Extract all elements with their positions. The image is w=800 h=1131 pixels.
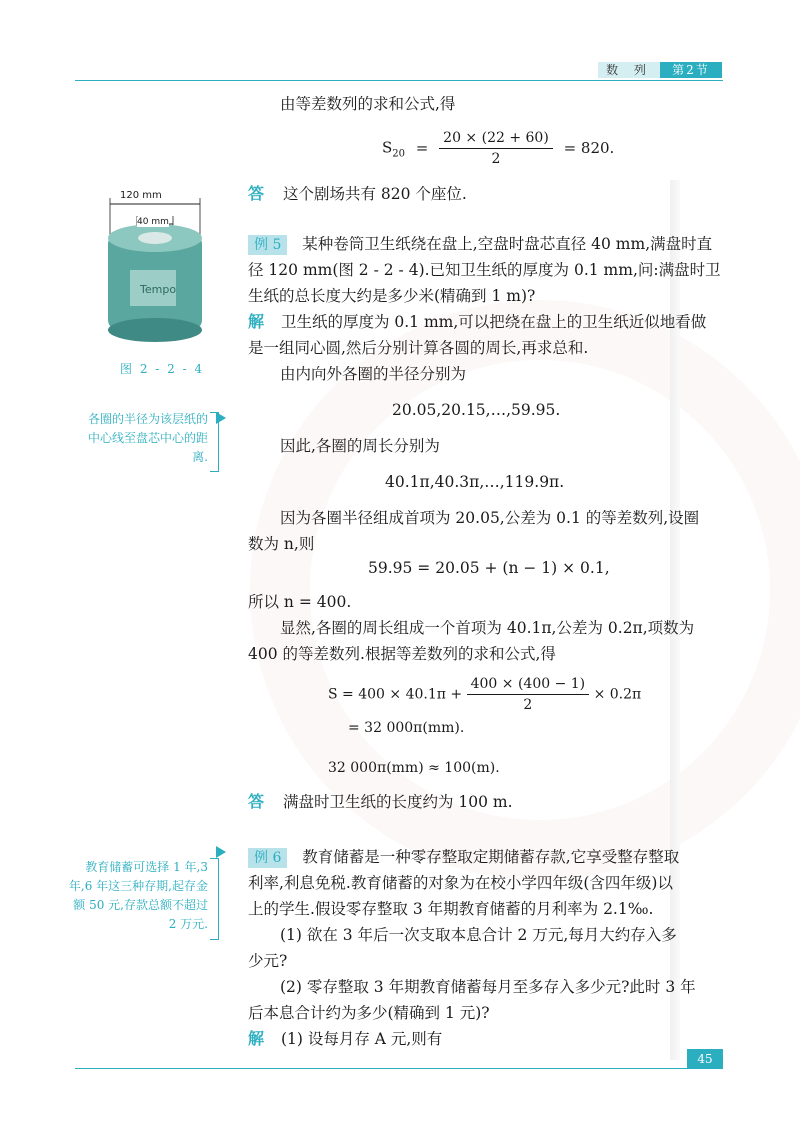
answer-1 — [248, 182, 467, 206]
formula-s-line2: = 32 000π(mm). — [348, 720, 465, 736]
solution-5-tag: 解 — [248, 312, 265, 331]
toilet-roll-figure — [100, 190, 210, 350]
formula-s-fraction — [467, 674, 590, 715]
solution-5-line-7: 数为 n,则 — [248, 535, 315, 553]
formula-sum-s — [328, 674, 641, 715]
example-5-line-1: 径 120 mm(图 2 - 2 - 4).已知卫生纸的厚度为 0.1 mm,问:满盘时卫 — [248, 261, 721, 279]
solution-5-line-3: 20.05,20.15,…,59.95. — [392, 401, 561, 419]
solution-5-line-11: 400 的等差数列.根据等差数列的求和公式,得 — [248, 645, 556, 663]
header-rule — [75, 80, 723, 81]
example-6-line-4: 少元? — [248, 952, 288, 970]
side-note-radius: 各圈的半径为该层纸的中心线至盘芯中心的距离. — [87, 412, 208, 464]
note-bracket-2 — [210, 858, 219, 940]
solution-5-line-8: 59.95 = 20.05 + (n − 1) × 0.1, — [368, 559, 610, 577]
example-5-line-2: 生纸的总长度大约是多少米(精确到 1 m)? — [248, 287, 536, 305]
figure-caption: 图 2 - 2 - 4 — [120, 362, 205, 376]
formula-s-den: 2 — [523, 697, 533, 713]
example-5-line-0: 某种卷筒卫生纸绕在盘上,空盘时盘芯直径 40 mm,满盘时直 — [302, 235, 713, 253]
solution-5-line-2: 由内向外各圈的半径分别为 — [280, 365, 467, 383]
example-6-tag: 例 6 — [248, 848, 287, 868]
formula-rhs: = 820. — [563, 138, 615, 157]
answer-tag: 答 — [248, 184, 265, 203]
side-note-savings: 教育储蓄可选择 1 年,3 年,6 年这三种存期,起存金额 50 元,存款总额不超过 2 万元. — [68, 860, 208, 931]
solution-5-line-9: 所以 n = 400. — [248, 593, 352, 611]
outer-dim-label: 120 mm — [120, 190, 162, 201]
solution-5-line-10: 显然,各圈的周长组成一个首项为 40.1π,公差为 0.2π,项数为 — [280, 619, 695, 637]
solution-5-line-1: 是一组同心圆,然后分别计算各圆的周长,再求总和. — [248, 339, 589, 357]
solution-6-text: (1) 设每月存 A 元,则有 — [280, 1030, 443, 1048]
solution-6-tag: 解 — [248, 1029, 265, 1048]
solution-6 — [248, 1027, 442, 1051]
inner-dim-label: 40 mm — [137, 217, 169, 227]
formula-s-lhs: S = 400 × 40.1π + — [328, 686, 463, 703]
page-number: 45 — [687, 1049, 723, 1069]
example-6-line-1: 利率,利息免税.教育储蓄的对象为在校小学四年级(含四年级)以 — [248, 874, 673, 892]
example-5-tag: 例 5 — [248, 235, 287, 255]
example-6-line-0: 教育储蓄是一种零存整取定期储蓄存款,它享受整存整取 — [302, 848, 680, 866]
example-6-line-5: (2) 零存整取 3 年期教育储蓄每月至多存入多少元?此时 3 年 — [280, 978, 696, 996]
formula-s-rhs: × 0.2π — [593, 686, 642, 703]
formula-s-num: 400 × (400 − 1) — [467, 674, 590, 695]
header-section: 第2节 — [660, 62, 722, 78]
example-6-line-2: 上的学生.假设零存整取 3 年期教育储蓄的月利率为 2.1‰. — [248, 900, 654, 918]
answer-text: 这个剧场共有 820 个座位. — [282, 185, 467, 203]
formula-sub: 20 — [392, 148, 406, 160]
formula-eq: = — [415, 138, 429, 157]
note-arrow-1 — [216, 412, 226, 424]
example-6-line-6: 后本息合计约为多少(精确到 1 元)? — [248, 1004, 490, 1022]
formula-lhs: S — [382, 138, 393, 157]
solution-5-line-5: 40.1π,40.3π,…,119.9π. — [385, 473, 565, 491]
solution-5 — [248, 310, 706, 334]
formula-num: 20 × (22 + 60) — [439, 128, 553, 149]
formula-den: 2 — [491, 151, 501, 167]
answer-2-tag: 答 — [248, 792, 265, 811]
roll-brand: Tempo — [140, 283, 177, 296]
solution-5-line-6: 因为各圈半径组成首项为 20.05,公差为 0.1 的等差数列,设圈 — [280, 509, 700, 527]
footer-rule — [75, 1068, 723, 1069]
answer-2 — [248, 790, 513, 814]
solution-5-line-4: 因此,各圈的周长分别为 — [280, 437, 440, 455]
intro-line: 由等差数列的求和公式,得 — [280, 95, 456, 113]
example-6-line-3: (1) 欲在 3 年后一次支取本息合计 2 万元,每月大约存入多 — [280, 926, 677, 944]
formula-s20 — [382, 128, 614, 169]
solution-5-line-0: 卫生纸的厚度为 0.1 mm,可以把绕在盘上的卫生纸近似地看做 — [280, 313, 707, 331]
header-chapter: 数 列 — [598, 62, 660, 78]
formula-s-line3: 32 000π(mm) ≈ 100(m). — [328, 760, 500, 776]
note-arrow-2 — [216, 846, 226, 858]
example-6 — [248, 845, 679, 869]
answer-2-text: 满盘时卫生纸的长度约为 100 m. — [282, 793, 513, 811]
example-5 — [248, 232, 712, 256]
formula-fraction — [439, 128, 553, 169]
